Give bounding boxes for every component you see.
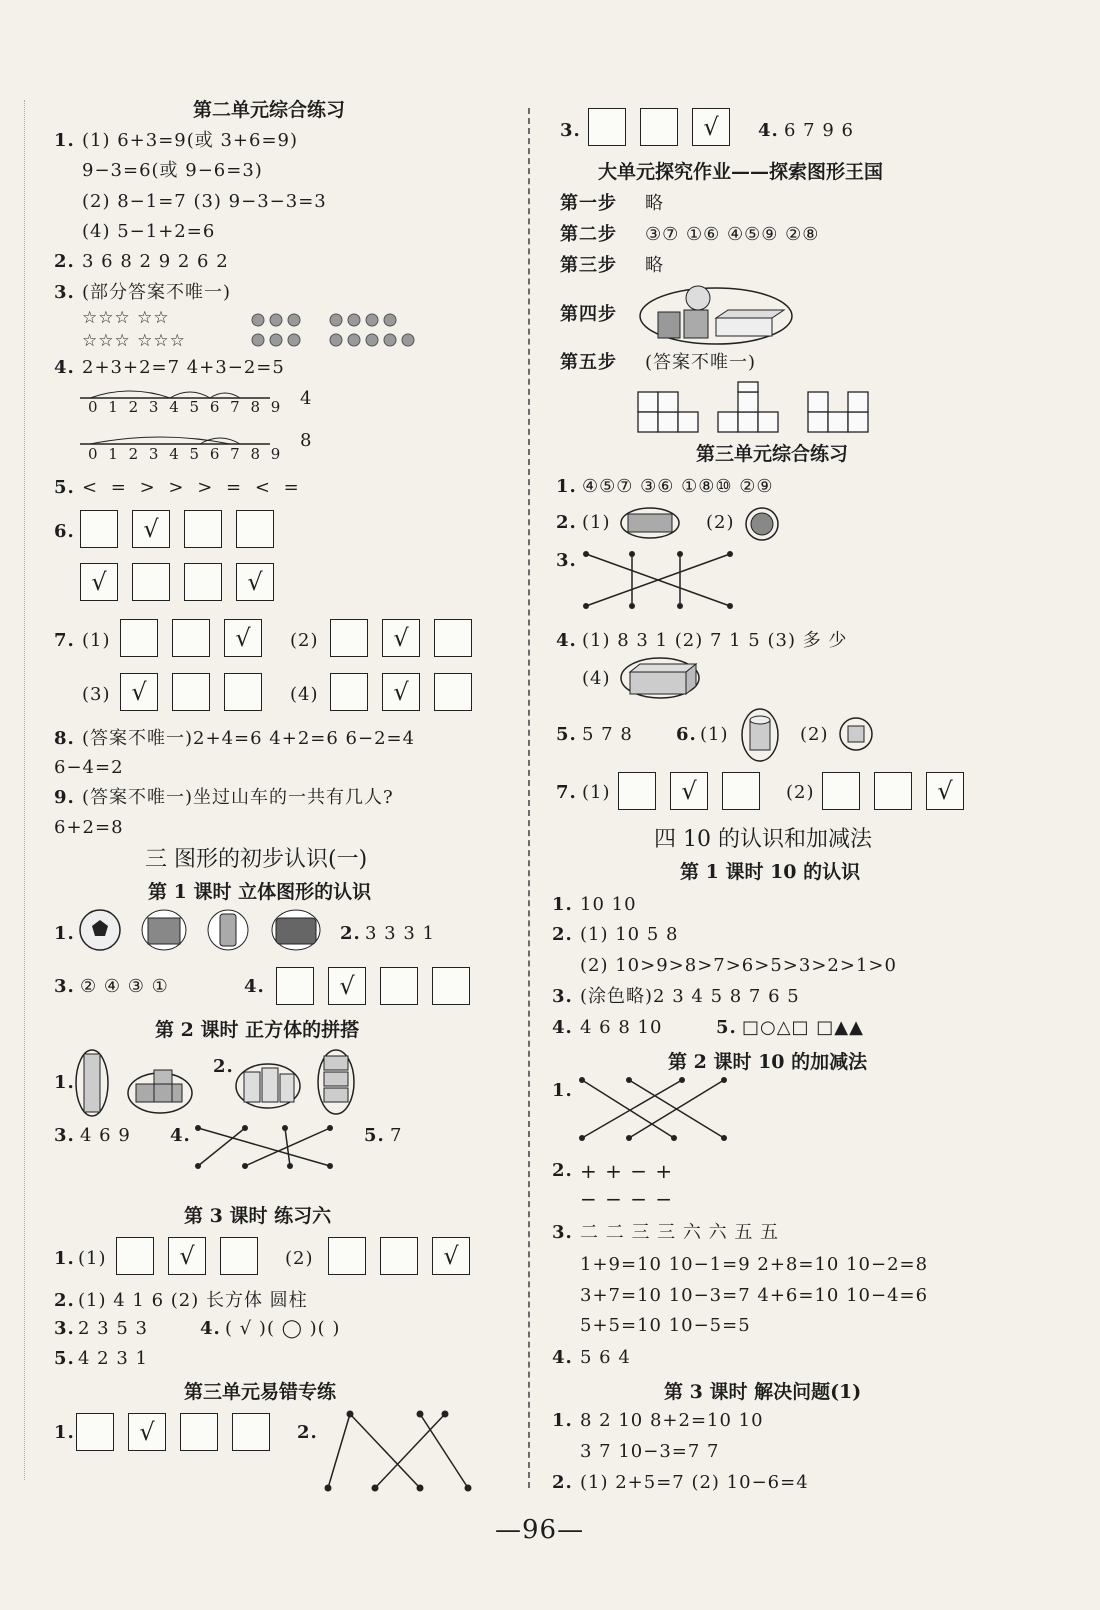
answer-box bbox=[236, 510, 274, 548]
answer-box bbox=[328, 1237, 366, 1275]
c1q3-number: 3. bbox=[552, 986, 573, 1007]
l2q3-number: 3. bbox=[54, 1125, 75, 1146]
error-practice-title: 第三单元易错专练 bbox=[184, 1381, 337, 1403]
answer-box bbox=[276, 967, 314, 1005]
q1-line3: (2) 8−1=7 (3) 9−3−3=3 bbox=[82, 191, 327, 212]
answer-box bbox=[380, 967, 418, 1005]
answer-box bbox=[330, 619, 368, 657]
u3q6-part2-label: (2) bbox=[800, 724, 829, 745]
l1q4-number: 4. bbox=[244, 976, 265, 997]
step3-text: 略 bbox=[645, 255, 664, 276]
q7-part3-label: (3) bbox=[82, 684, 111, 705]
q4-equations: 2+3+2=7 4+3−2=5 bbox=[82, 357, 285, 378]
l1q3-number: 3. bbox=[54, 976, 75, 997]
answer-box-checked: √ bbox=[670, 772, 708, 810]
lesson1-title: 第 1 课时 立体图形的认识 bbox=[148, 881, 372, 903]
errq2-matching-lines bbox=[320, 1408, 480, 1498]
q8-number: 8. bbox=[54, 728, 75, 749]
c1q5-answers: □○△□ □▲▲ bbox=[742, 1017, 864, 1038]
l2q5-number: 5. bbox=[364, 1125, 385, 1146]
q5-number: 5. bbox=[54, 477, 75, 498]
chapter3-title: 三 图形的初步认识(一) bbox=[145, 847, 368, 872]
u3q7-number: 7. bbox=[556, 782, 577, 803]
c2q2-number: 2. bbox=[552, 1160, 573, 1181]
q4-ticks-2: 0 1 2 3 4 5 6 7 8 9 bbox=[88, 445, 284, 463]
answer-box-checked: √ bbox=[926, 772, 964, 810]
c1q2-line1: (1) 10 5 8 bbox=[580, 924, 679, 945]
c1q4-number: 4. bbox=[552, 1017, 573, 1038]
u3q4-number: 4. bbox=[556, 630, 577, 651]
answer-box bbox=[184, 510, 222, 548]
c2q3-number: 3. bbox=[552, 1222, 573, 1243]
chapter4-title: 四 10 的认识和加减法 bbox=[654, 827, 872, 852]
c2q2-line1: + + − + bbox=[580, 1159, 674, 1183]
step5-cube-figures bbox=[636, 382, 886, 436]
l2q4-number: 4. bbox=[170, 1125, 191, 1146]
answer-box-checked: √ bbox=[132, 510, 170, 548]
answer-box bbox=[380, 1237, 418, 1275]
c3q1-line2: 3 7 10−3=7 7 bbox=[580, 1441, 720, 1462]
q8-line1: (答案不唯一)2+4=6 4+2=6 6−2=4 bbox=[82, 728, 416, 749]
answer-box bbox=[184, 563, 222, 601]
q2-answers: 3 6 8 2 9 2 6 2 bbox=[82, 251, 229, 272]
answer-box-checked: √ bbox=[432, 1237, 470, 1275]
l1q2-number: 2. bbox=[340, 923, 361, 944]
q3-dots-figure bbox=[250, 312, 420, 352]
l2q3-answers: 4 6 9 bbox=[80, 1125, 131, 1146]
unit3-title: 第三单元综合练习 bbox=[696, 443, 849, 465]
sphere-ring-figure bbox=[744, 506, 780, 542]
u3q5-answers: 5 7 8 bbox=[582, 724, 633, 745]
q9-line2: 6+2=8 bbox=[54, 817, 124, 838]
u3q1-number: 1. bbox=[556, 476, 577, 497]
explore-title: 大单元探究作业——探索图形王国 bbox=[598, 161, 884, 183]
step4-shapes-figure bbox=[638, 282, 798, 346]
answer-box bbox=[172, 673, 210, 711]
page-number: —96— bbox=[495, 1515, 585, 1545]
l3q1-number: 1. bbox=[54, 1248, 75, 1269]
l3q2-number: 2. bbox=[54, 1290, 75, 1311]
answer-box bbox=[172, 619, 210, 657]
c3-title: 第 3 课时 解决问题(1) bbox=[664, 1381, 862, 1403]
l2q1-number: 1. bbox=[54, 1072, 75, 1093]
u3q2-part2-label: (2) bbox=[706, 512, 735, 533]
answer-box bbox=[76, 1413, 114, 1451]
q5-answers: < = > > > = < = bbox=[82, 477, 303, 498]
q7-part1-label: (1) bbox=[82, 630, 111, 651]
answer-box-checked: √ bbox=[120, 673, 158, 711]
answer-box-checked: √ bbox=[328, 967, 366, 1005]
c1q1-answers: 10 10 bbox=[580, 894, 637, 915]
u3q3-number: 3. bbox=[556, 550, 577, 571]
answer-box bbox=[116, 1237, 154, 1275]
l1q1-number: 1. bbox=[54, 923, 75, 944]
q4-answer-2: 8 bbox=[300, 430, 313, 451]
l3q3-number: 3. bbox=[54, 1318, 75, 1339]
errq1-number: 1. bbox=[54, 1422, 75, 1443]
q2-number: 2. bbox=[54, 251, 75, 272]
c2q1-matching-lines bbox=[574, 1074, 734, 1144]
step2-label: 第二步 bbox=[560, 224, 617, 245]
cylinder-ring-figure bbox=[740, 708, 780, 762]
errq2-number: 2. bbox=[297, 1422, 318, 1443]
q9-line1: (答案不唯一)坐过山车的一共有几人? bbox=[82, 787, 394, 808]
q9-number: 9. bbox=[54, 787, 75, 808]
lesson3-title: 第 3 课时 练习六 bbox=[184, 1205, 332, 1227]
q6-number: 6. bbox=[54, 521, 75, 542]
q7-part4-label: (4) bbox=[290, 684, 319, 705]
l2q5-answer: 7 bbox=[390, 1125, 403, 1146]
answer-box bbox=[180, 1413, 218, 1451]
c2q3-line3: 3+7=10 10−3=7 4+6=10 10−4=6 bbox=[580, 1285, 929, 1306]
answer-box bbox=[722, 772, 760, 810]
q1-line2: 9−3=6(或 9−6=3) bbox=[82, 160, 263, 181]
answer-box-checked: √ bbox=[224, 619, 262, 657]
q1-number: 1. bbox=[54, 130, 75, 151]
c1q2-line2: (2) 10>9>8>7>6>5>3>2>1>0 bbox=[580, 955, 897, 976]
step5-text: (答案不唯一) bbox=[645, 352, 757, 373]
answer-box bbox=[434, 673, 472, 711]
answer-box bbox=[224, 673, 262, 711]
answer-box bbox=[132, 563, 170, 601]
l1q2-answers: 3 3 3 1 bbox=[365, 923, 435, 944]
c3q2-number: 2. bbox=[552, 1472, 573, 1493]
answer-box bbox=[874, 772, 912, 810]
answer-box-checked: √ bbox=[128, 1413, 166, 1451]
left-margin-rule bbox=[24, 100, 25, 1480]
c2q1-number: 1. bbox=[552, 1080, 573, 1101]
answer-box bbox=[220, 1237, 258, 1275]
r-q4-answers: 6 7 9 6 bbox=[784, 120, 854, 141]
u3q6-part1-label: (1) bbox=[700, 724, 729, 745]
q8-line2: 6−4=2 bbox=[54, 757, 124, 778]
answer-box bbox=[588, 108, 626, 146]
l3q5-number: 5. bbox=[54, 1348, 75, 1369]
q1-line1: (1) 6+3=9(或 3+6=9) bbox=[82, 130, 299, 151]
cuboid-ring-figure bbox=[620, 506, 680, 540]
answer-box-checked: √ bbox=[382, 673, 420, 711]
c2q3-line2: 1+9=10 10−1=9 2+8=10 10−2=8 bbox=[580, 1254, 929, 1275]
q4-ticks-1: 0 1 2 3 4 5 6 7 8 9 bbox=[88, 398, 284, 416]
l2q4-matching-lines bbox=[190, 1122, 340, 1172]
step4-label: 第四步 bbox=[560, 304, 617, 325]
answer-box bbox=[640, 108, 678, 146]
answer-box bbox=[80, 510, 118, 548]
u3q6-number: 6. bbox=[676, 724, 697, 745]
l3q4-number: 4. bbox=[200, 1318, 221, 1339]
l3q3-answers: 2 3 5 3 bbox=[78, 1318, 148, 1339]
c1-title: 第 1 课时 10 的认识 bbox=[680, 861, 861, 883]
answer-box bbox=[232, 1413, 270, 1451]
u3q7-part2-label: (2) bbox=[786, 782, 815, 803]
u3q4-part4-label: (4) bbox=[582, 668, 611, 689]
c3q1-number: 1. bbox=[552, 1410, 573, 1431]
c2q4-number: 4. bbox=[552, 1347, 573, 1368]
c1q5-number: 5. bbox=[716, 1017, 737, 1038]
u3q2-part1-label: (1) bbox=[582, 512, 611, 533]
q3-note: (部分答案不唯一) bbox=[82, 282, 232, 303]
answer-box bbox=[822, 772, 860, 810]
l3q1-part2-label: (2) bbox=[285, 1248, 314, 1269]
c2-title: 第 2 课时 10 的加减法 bbox=[668, 1051, 868, 1073]
step3-label: 第三步 bbox=[560, 255, 617, 276]
c2q2-line2: − − − − bbox=[580, 1187, 674, 1211]
l3q5-answers: 4 2 3 1 bbox=[78, 1348, 148, 1369]
q7-number: 7. bbox=[54, 630, 75, 651]
answer-box bbox=[330, 673, 368, 711]
u3q1-answers: ④⑤⑦ ③⑥ ①⑧⑩ ②⑨ bbox=[582, 476, 774, 497]
answer-box-checked: √ bbox=[236, 563, 274, 601]
answer-box-checked: √ bbox=[80, 563, 118, 601]
step1-label: 第一步 bbox=[560, 193, 617, 214]
answer-box-checked: √ bbox=[692, 108, 730, 146]
answer-box bbox=[434, 619, 472, 657]
l3q4-answers: ( √ )( ◯ )( ) bbox=[225, 1318, 341, 1339]
q3-stars-row1: ☆☆☆ ☆☆ bbox=[82, 308, 170, 328]
cuboid-box-figure bbox=[620, 656, 702, 700]
c3q1-line1: 8 2 10 8+2=10 10 bbox=[580, 1410, 764, 1431]
c2q3-line4: 5+5=10 10−5=5 bbox=[580, 1315, 751, 1336]
q4-number: 4. bbox=[54, 357, 75, 378]
q1-line4: (4) 5−1+2=6 bbox=[82, 221, 216, 242]
answer-box-checked: √ bbox=[168, 1237, 206, 1275]
q3-stars-row2: ☆☆☆ ☆☆☆ bbox=[82, 331, 186, 351]
lesson2-title: 第 2 课时 正方体的拼搭 bbox=[155, 1019, 360, 1041]
l1q3-answers: ② ④ ③ ① bbox=[80, 976, 169, 997]
c1q2-number: 2. bbox=[552, 924, 573, 945]
l2q2-number: 2. bbox=[213, 1056, 234, 1077]
unit2-title: 第二单元综合练习 bbox=[193, 99, 346, 121]
r-q3-number: 3. bbox=[560, 120, 581, 141]
step1-text: 略 bbox=[645, 193, 664, 214]
u3q7-part1-label: (1) bbox=[582, 782, 611, 803]
u3q2-number: 2. bbox=[556, 512, 577, 533]
q7-part2-label: (2) bbox=[290, 630, 319, 651]
r-q4-number: 4. bbox=[758, 120, 779, 141]
solid-shapes-pictures bbox=[78, 908, 328, 954]
q4-answer-1: 4 bbox=[300, 388, 313, 409]
answer-box bbox=[618, 772, 656, 810]
c1q4-answers: 4 6 8 10 bbox=[580, 1017, 663, 1038]
c1q1-number: 1. bbox=[552, 894, 573, 915]
c3q2-answers: (1) 2+5=7 (2) 10−6=4 bbox=[580, 1472, 809, 1493]
u3q5-number: 5. bbox=[556, 724, 577, 745]
c1q3-answers: (涂色略)2 3 4 5 8 7 6 5 bbox=[580, 986, 800, 1007]
answer-box-checked: √ bbox=[382, 619, 420, 657]
c2q3-line1: 二 二 三 三 六 六 五 五 bbox=[580, 1222, 780, 1243]
answer-box bbox=[120, 619, 158, 657]
l3q1-part1-label: (1) bbox=[78, 1248, 107, 1269]
answer-box bbox=[432, 967, 470, 1005]
column-divider bbox=[528, 108, 530, 1488]
short-cylinder-ring-figure bbox=[838, 716, 874, 752]
step2-text: ③⑦ ①⑥ ④⑤⑨ ②⑧ bbox=[645, 224, 820, 245]
c2q4-answers: 5 6 4 bbox=[580, 1347, 631, 1368]
u3q4-answers: (1) 8 3 1 (2) 7 1 5 (3) 多 少 bbox=[582, 630, 848, 651]
l3q2-answers: (1) 4 1 6 (2) 长方体 圆柱 bbox=[78, 1290, 308, 1311]
u3q3-matching-lines bbox=[580, 548, 740, 612]
step5-label: 第五步 bbox=[560, 352, 617, 373]
q3-number: 3. bbox=[54, 282, 75, 303]
